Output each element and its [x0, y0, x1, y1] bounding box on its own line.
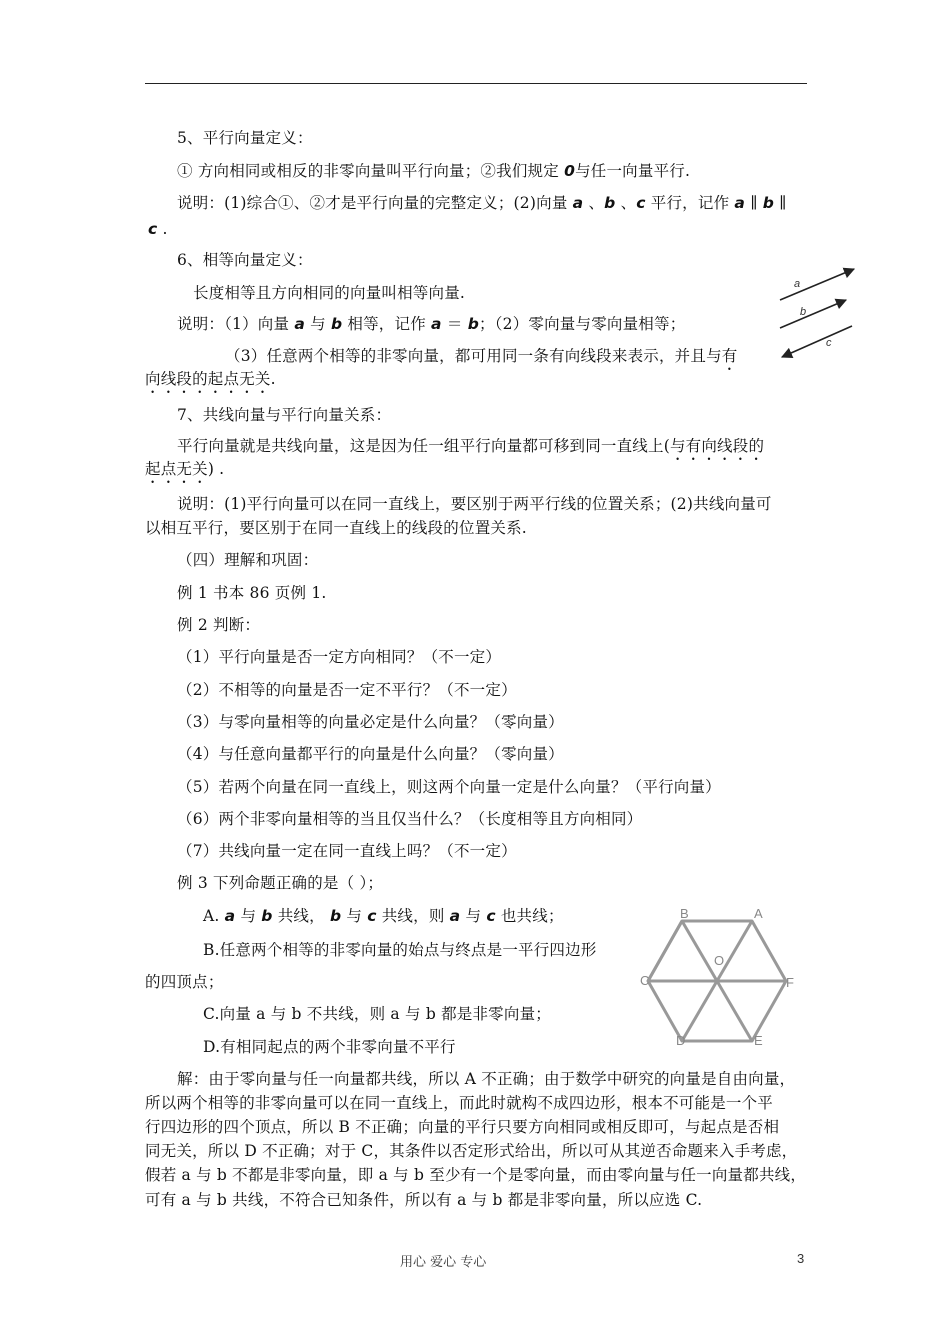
page-number: 3	[797, 1251, 805, 1266]
sec7-title: 7、共线向量与平行向量关系：	[177, 406, 392, 424]
label-c: c	[826, 337, 832, 349]
sec7-note1: 说明：(1)平行向量可以在同一直线上，要区别于两平行线的位置关系；(2)共线向量可	[177, 495, 772, 513]
solution-line-5: 假若 a 与 b 不都是非零向量，即 a 与 b 至少有一个是零向量，而由零向量与任一向量都共线，	[145, 1166, 807, 1184]
vector-b-arrow	[780, 300, 846, 328]
example-2: 例 2 判断：	[177, 616, 261, 634]
vertex-label-d: D	[676, 1033, 686, 1048]
example-1: 例 1 书本 86 页例 1.	[177, 584, 327, 602]
solution-line-6: 可有 a 与 b 共线，不符合已知条件，所以有 a 与 b 都是非零向量，所以应选 C.	[145, 1191, 703, 1209]
vector-c-arrow	[782, 326, 852, 357]
sec5-title: 5、平行向量定义：	[177, 129, 313, 147]
label-a: a	[794, 278, 801, 290]
solution-line-2: 所以两个相等的非零向量可以在同一直线上，而此时就构不成四边形，根本不可能是一个平	[145, 1094, 774, 1112]
question-5: （5）若两个向量在同一直线上，则这两个向量一定是什么向量？（平行向量）	[177, 778, 721, 796]
vector-a-arrow	[780, 269, 854, 300]
option-b-cont: 的四顶点；	[145, 973, 224, 991]
page-footer: 用心 爱心 专心	[400, 1255, 487, 1270]
question-1: （1）平行向量是否一定方向相同？（不一定）	[177, 648, 502, 666]
question-6: （6）两个非零向量相等的当且仅当什么？（长度相等且方向相同）	[177, 810, 643, 828]
sec7-note2: 以相互平行，要区别于在同一直线上的线段的位置关系.	[145, 519, 527, 537]
question-2: （2）不相等的向量是否一定不平行？（不一定）	[177, 681, 517, 699]
question-7: （7）共线向量一定在同一直线上吗？（不一定）	[177, 842, 517, 860]
sec5-note-cont: c .	[148, 220, 168, 238]
question-4: （4）与任意向量都平行的向量是什么向量？（零向量）	[177, 745, 564, 763]
question-3: （3）与零向量相等的向量必定是什么向量？（零向量）	[177, 713, 564, 731]
vertex-label-c: C	[640, 973, 650, 988]
option-c: C.向量 a 与 b 不共线，则 a 与 b 都是非零向量；	[203, 1005, 551, 1023]
sec6-definition: 长度相等且方向相同的向量叫相等向量.	[193, 284, 466, 302]
vertex-label-f: F	[786, 975, 794, 990]
sec5-note: 说明：(1)综合①、②才是平行向量的完整定义；(2)向量 a 、b 、c 平行，记作 a ∥ b ∥	[177, 194, 787, 212]
sec7-line1: 平行向量就是共线向量，这是因为任一组平行向量都可移到同一直线上(与有向线段的	[177, 437, 765, 455]
sec6-note3-cont: 向线段的起点无关.	[145, 370, 276, 388]
option-d: D.有相同起点的两个非零向量不平行	[203, 1038, 456, 1056]
sec6-title: 6、相等向量定义：	[177, 251, 313, 269]
vertex-label-e: E	[754, 1033, 763, 1048]
sec6-note1: 说明：（1）向量 a 与 b 相等，记作 a ＝ b；（2）零向量与零向量相等；	[177, 315, 686, 333]
parallel-vectors-figure	[770, 262, 860, 362]
sec6-note3: （3）任意两个相等的非零向量，都可用同一条有向线段来表示，并且与有	[225, 347, 738, 365]
vertex-label-o: O	[714, 953, 725, 968]
example-3: 例 3 下列命题正确的是（ ）；	[177, 874, 384, 892]
label-b: b	[800, 306, 807, 318]
hexagon-figure	[640, 905, 800, 1050]
solution-line-3: 行四边形的四个顶点，所以 B 不正确；向量的平行只要方向相同或相反即可，与起点是否相	[145, 1118, 780, 1136]
sec4-title: （四）理解和巩固：	[177, 551, 319, 569]
option-b: B.任意两个相等的非零向量的始点与终点是一平行四边形	[203, 941, 597, 959]
sec7-line2: 起点无关) .	[145, 460, 225, 478]
header-rule	[145, 83, 807, 84]
vertex-label-a: A	[754, 906, 763, 921]
solution-line-4: 同无关，所以 D 不正确；对于 C，其条件以否定形式给出，所以可从其逆否命题来入手考虑，	[145, 1142, 798, 1160]
vertex-label-b: B	[680, 906, 689, 921]
option-a: A. a 与 b 共线， b 与 c 共线，则 a 与 c 也共线；	[203, 907, 564, 925]
solution-line-1: 解：由于零向量与任一向量都共线，所以 A 不正确；由于数学中研究的向量是自由向量，	[177, 1070, 796, 1088]
sec5-line1: ① 方向相同或相反的非零向量叫平行向量；②我们规定 0与任一向量平行.	[177, 162, 691, 180]
